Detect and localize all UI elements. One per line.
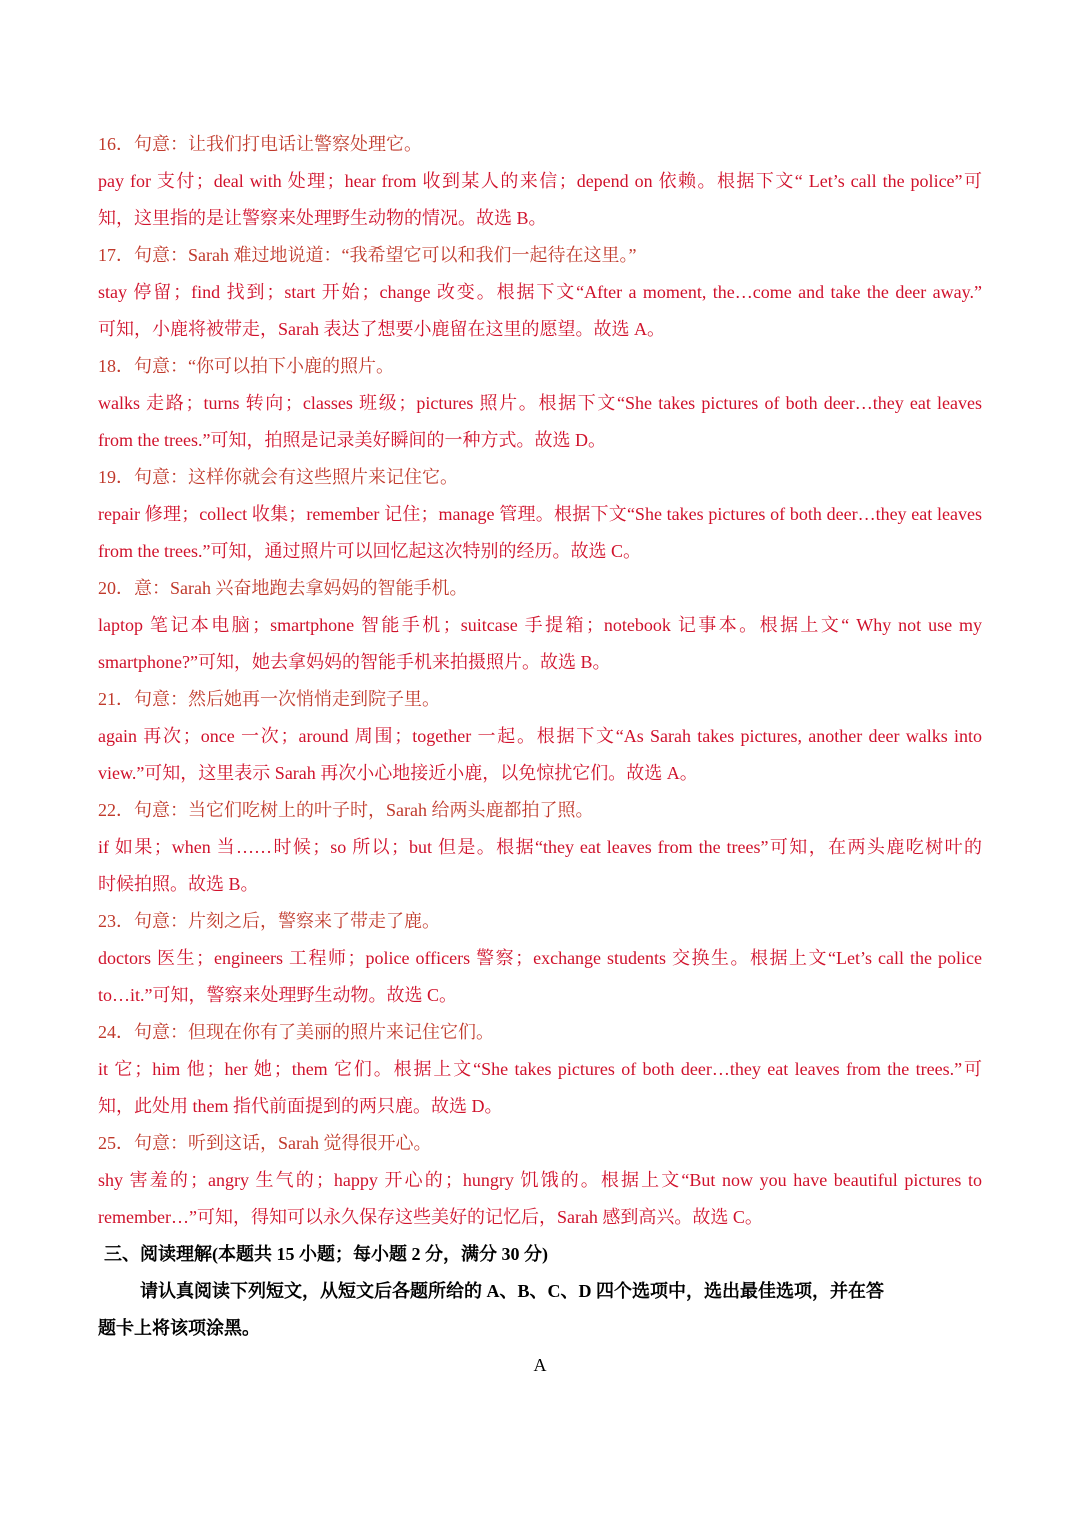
document-page	[98, 126, 982, 1384]
question-sentence-meaning: 22．句意：当它们吃树上的叶子时，Sarah 给两头鹿都拍了照。	[98, 800, 594, 820]
explanation-line: repair 修理；collect 收集；remember 记住；manage 管理。根据下文“She takes pictures of both deer…they eat leaves	[98, 504, 982, 524]
explanation-line: pay for 支付；deal with 处理；hear from 收到某人的来信；depend on 依赖。根据下文“ Let’s call the police”可	[98, 171, 982, 191]
explanation-line: laptop 笔记本电脑；smartphone 智能手机；suitcase 手提箱；notebook 记事本。根据上文“ Why not use my	[98, 615, 982, 635]
instruction-line: 题卡上将该项涂黑。	[98, 1318, 260, 1338]
section-heading: 三、阅读理解(本题共 15 小题；每小题 2 分，满分 30 分)	[104, 1244, 548, 1264]
explanation-line: to…it.”可知，警察来处理野生动物。故选 C。	[98, 985, 457, 1005]
passage-label: A	[533, 1355, 547, 1375]
question-sentence-meaning: 17．句意：Sarah 难过地说道：“我希望它可以和我们一起待在这里。”	[98, 245, 637, 265]
explanation-line: 时候拍照。故选 B。	[98, 874, 259, 894]
explanation-line: 知，这里指的是让警察来处理野生动物的情况。故选 B。	[98, 208, 547, 228]
question-sentence-meaning: 23．句意：片刻之后，警察来了带走了鹿。	[98, 911, 440, 931]
explanation-line: view.”可知，这里表示 Sarah 再次小心地接近小鹿，以免惊扰它们。故选 A。	[98, 763, 698, 783]
explanation-line: doctors 医生；engineers 工程师；police officers 警察；exchange students 交换生。根据上文“Let’s call the police	[98, 948, 982, 968]
explanation-line: remember…”可知，得知可以永久保存这些美好的记忆后，Sarah 感到高兴。故选 C。	[98, 1207, 763, 1227]
question-sentence-meaning: 21．句意：然后她再一次悄悄走到院子里。	[98, 689, 440, 709]
explanation-line: smartphone?”可知，她去拿妈妈的智能手机来拍摄照片。故选 B。	[98, 652, 611, 672]
question-sentence-meaning: 24．句意：但现在你有了美丽的照片来记住它们。	[98, 1022, 494, 1042]
explanation-line: from the trees.”可知，拍照是记录美好瞬间的一种方式。故选 D。	[98, 430, 606, 450]
question-sentence-meaning: 18．句意：“你可以拍下小鹿的照片。	[98, 356, 394, 376]
explanation-line: again 再次；once 一次；around 周围；together 一起。根据下文“As Sarah takes pictures, another deer walks into	[98, 726, 982, 746]
explanation-line: from the trees.”可知，通过照片可以回忆起这次特别的经历。故选 C。	[98, 541, 641, 561]
explanation-line: stay 停留；find 找到；start 开始；change 改变。根据下文“After a moment, the…come and take the deer away.”	[98, 282, 982, 302]
explanation-line: if 如果；when 当……时候；so 所以；but 但是。根据“they eat leaves from the trees”可知，在两头鹿吃树叶的	[98, 837, 982, 857]
question-sentence-meaning: 16．句意：让我们打电话让警察处理它。	[98, 134, 422, 154]
question-sentence-meaning: 25．句意：听到这话，Sarah 觉得很开心。	[98, 1133, 432, 1153]
explanation-line: walks 走路；turns 转向；classes 班级；pictures 照片。根据下文“She takes pictures of both deer…they eat leaves	[98, 393, 982, 413]
explanation-line: 知，此处用 them 指代前面提到的两只鹿。故选 D。	[98, 1096, 503, 1116]
question-sentence-meaning: 20．意：Sarah 兴奋地跑去拿妈妈的智能手机。	[98, 578, 468, 598]
instruction-line: 请认真阅读下列短文，从短文后各题所给的 A、B、C、D 四个选项中，选出最佳选项，并在答	[140, 1281, 884, 1301]
question-sentence-meaning: 19．句意：这样你就会有这些照片来记住它。	[98, 467, 458, 487]
explanation-line: shy 害羞的；angry 生气的；happy 开心的；hungry 饥饿的。根据上文“But now you have beautiful pictures to	[98, 1170, 982, 1190]
explanation-line: it 它；him 他；her 她；them 它们。根据上文“She takes pictures of both deer…they eat leaves from the trees.”可	[98, 1059, 982, 1079]
explanation-line: 可知，小鹿将被带走，Sarah 表达了想要小鹿留在这里的愿望。故选 A。	[98, 319, 665, 339]
